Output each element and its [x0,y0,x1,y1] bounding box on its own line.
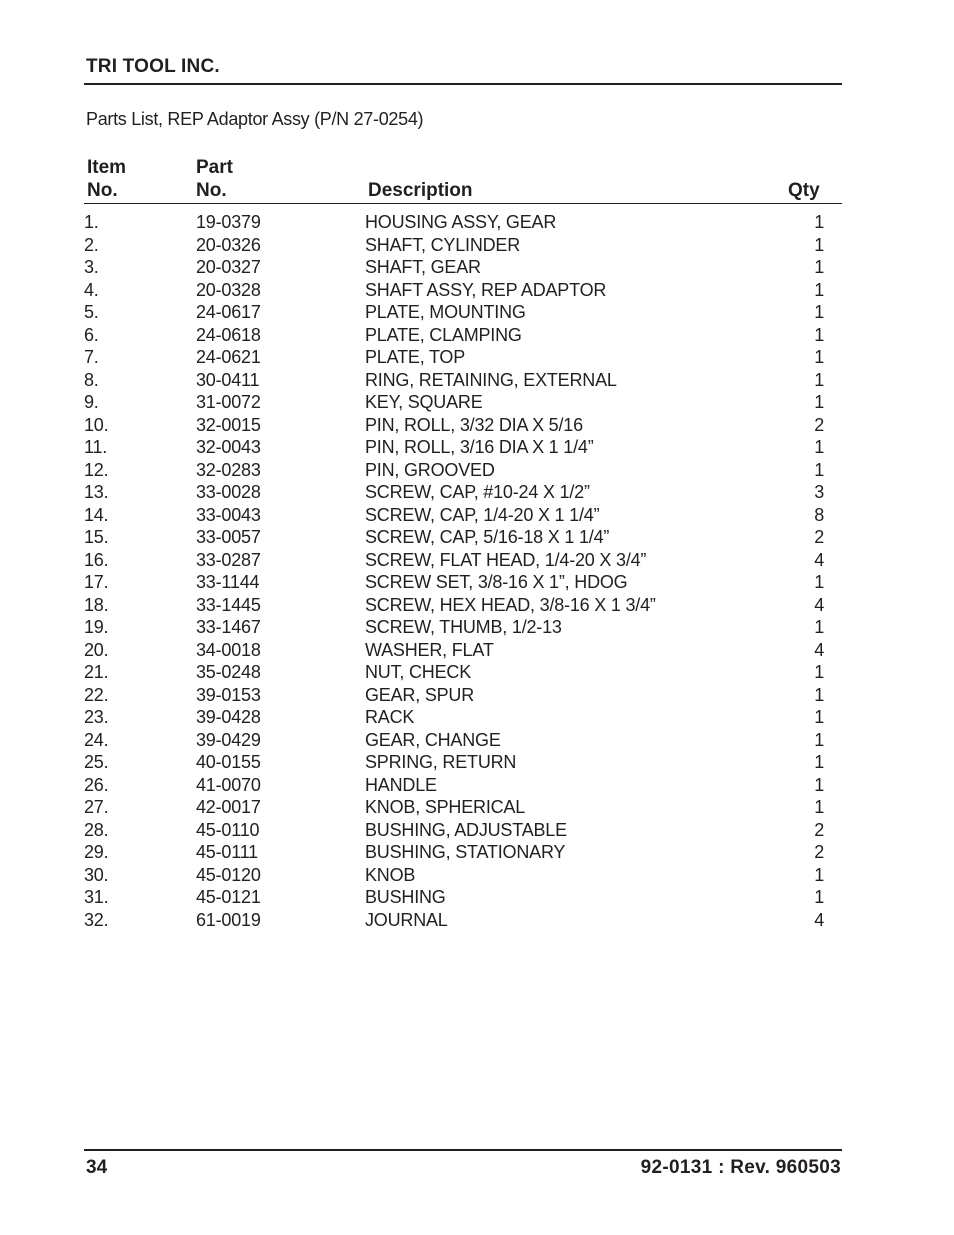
part-description: GEAR, SPUR [365,684,475,705]
part-number: 20-0326 [196,234,261,255]
part-number: 33-0057 [196,527,261,547]
item-number: 5. [84,302,99,322]
part-number: 31-0072 [196,392,261,412]
table-row [0,751,954,774]
part-quantity: 1 [814,617,824,637]
item-number: 7. [84,347,99,367]
part-number: 45-0111 [196,842,258,862]
part-description: RING, RETAINING, EXTERNAL [365,369,617,390]
part-number: 39-0153 [196,684,261,705]
table-row [0,841,954,864]
item-number: 29. [84,842,109,862]
table-row [0,819,954,842]
part-quantity: 4 [814,639,824,660]
column-header-item-line2: No. [87,180,118,201]
table-row [0,346,954,369]
item-number: 3. [84,257,99,277]
item-number: 8. [84,369,99,390]
part-number: 24-0617 [196,302,261,322]
part-quantity: 8 [814,504,824,525]
item-number: 12. [84,459,109,480]
part-number: 19-0379 [196,212,261,232]
part-number: 30-0411 [196,369,260,390]
table-row [0,459,954,482]
part-description: SCREW, THUMB, 1/2-13 [365,617,562,637]
part-number: 45-0121 [196,887,261,907]
parts-list-title: Parts List, REP Adaptor Assy (P/N 27-0254) [86,109,424,129]
part-description: PLATE, MOUNTING [365,302,526,322]
company-name: TRI TOOL INC. [86,56,220,77]
table-row [0,324,954,347]
table-row [0,369,954,392]
table-row [0,639,954,662]
table-row [0,706,954,729]
column-header-item-line1: Item [87,157,127,178]
table-row [0,571,954,594]
footer-rule [84,1149,842,1151]
table-row [0,909,954,932]
column-header-item [87,156,126,202]
item-number: 27. [84,797,109,817]
part-description: PIN, ROLL, 3/32 DIA X 5/16 [365,414,583,435]
part-quantity: 1 [814,234,824,255]
item-number: 28. [84,819,109,840]
part-description: BUSHING, ADJUSTABLE [365,819,567,840]
item-number: 31. [84,887,109,907]
column-header-part-line2: No. [196,180,227,201]
table-row [0,864,954,887]
part-number: 24-0621 [196,347,261,367]
part-number: 33-0287 [196,549,261,570]
table-row [0,549,954,572]
part-quantity: 2 [814,819,824,840]
column-header-part-line1: Part [196,157,233,178]
part-quantity: 1 [814,729,824,750]
part-quantity: 1 [814,369,824,390]
part-quantity: 4 [814,909,824,930]
part-number: 33-0043 [196,504,261,525]
item-number: 18. [84,594,109,615]
item-number: 17. [84,572,109,592]
part-description: SPRING, RETURN [365,752,517,772]
item-number: 25. [84,752,109,772]
part-number: 32-0043 [196,437,261,457]
part-quantity: 1 [814,864,824,885]
item-number: 15. [84,527,109,547]
part-number: 33-1144 [196,572,260,592]
part-description: KNOB [365,864,416,885]
table-row [0,684,954,707]
part-description: SCREW, FLAT HEAD, 1/4-20 X 3/4” [365,549,647,570]
part-quantity: 1 [814,392,824,412]
part-number: 45-0110 [196,819,260,840]
table-row [0,436,954,459]
part-quantity: 1 [814,662,824,682]
part-quantity: 1 [814,774,824,795]
part-description: SCREW, CAP, 1/4-20 X 1 1/4” [365,504,600,525]
table-row [0,594,954,617]
part-description: WASHER, FLAT [365,639,494,660]
item-number: 20. [84,639,109,660]
part-quantity: 1 [814,324,824,345]
item-number: 14. [84,504,109,525]
part-quantity: 1 [814,707,824,727]
part-quantity: 1 [814,459,824,480]
table-row [0,526,954,549]
part-description: SHAFT, CYLINDER [365,234,521,255]
part-description: SCREW, CAP, 5/16-18 X 1 1/4” [365,527,610,547]
part-quantity: 2 [814,842,824,862]
part-quantity: 1 [814,347,824,367]
part-quantity: 1 [814,257,824,277]
part-quantity: 1 [814,887,824,907]
part-number: 20-0327 [196,257,261,277]
part-quantity: 3 [814,482,824,502]
item-number: 30. [84,864,109,885]
item-number: 13. [84,482,109,502]
table-row [0,279,954,302]
table-row [0,301,954,324]
page-number: 34 [86,1157,108,1178]
part-description: SCREW SET, 3/8-16 X 1”, HDOG [365,572,628,592]
header-rule [84,83,842,85]
item-number: 23. [84,707,109,727]
part-number: 45-0120 [196,864,261,885]
part-number: 32-0015 [196,414,261,435]
item-number: 9. [84,392,99,412]
part-description: HOUSING ASSY, GEAR [365,212,557,232]
table-row [0,414,954,437]
part-number: 35-0248 [196,662,261,682]
part-description: SCREW, HEX HEAD, 3/8-16 X 1 3/4” [365,594,656,615]
part-number: 41-0070 [196,774,261,795]
part-description: RACK [365,707,415,727]
item-number: 4. [84,279,99,300]
part-quantity: 1 [814,279,824,300]
part-number: 39-0428 [196,707,261,727]
parts-table [0,211,954,931]
table-row [0,391,954,414]
item-number: 21. [84,662,109,682]
part-number: 20-0328 [196,279,261,300]
item-number: 16. [84,549,109,570]
part-description: GEAR, CHANGE [365,729,501,750]
item-number: 19. [84,617,109,637]
part-description: PIN, ROLL, 3/16 DIA X 1 1/4” [365,437,594,457]
table-row [0,481,954,504]
table-row [0,616,954,639]
item-number: 6. [84,324,99,345]
part-number: 61-0019 [196,909,261,930]
table-row [0,886,954,909]
part-description: SHAFT ASSY, REP ADAPTOR [365,279,607,300]
table-row [0,211,954,234]
part-quantity: 1 [814,572,824,592]
part-quantity: 2 [814,527,824,547]
table-row [0,774,954,797]
document-revision: 92-0131 : Rev. 960503 [640,1157,841,1178]
part-description: PLATE, TOP [365,347,466,367]
table-row [0,661,954,684]
part-number: 33-1445 [196,594,261,615]
part-number: 39-0429 [196,729,261,750]
column-header-part [196,156,233,202]
table-row [0,234,954,257]
part-number: 33-0028 [196,482,261,502]
column-header-qty: Qty [788,180,820,201]
part-quantity: 2 [814,414,824,435]
part-quantity: 4 [814,594,824,615]
part-description: NUT, CHECK [365,662,472,682]
part-quantity: 1 [814,437,824,457]
item-number: 1. [84,212,99,232]
item-number: 32. [84,909,109,930]
table-row [0,796,954,819]
item-number: 11. [84,437,108,457]
item-number: 2. [84,234,99,255]
part-quantity: 1 [814,797,824,817]
part-number: 32-0283 [196,459,261,480]
part-description: HANDLE [365,774,437,795]
part-number: 33-1467 [196,617,261,637]
part-description: SCREW, CAP, #10-24 X 1/2” [365,482,590,502]
part-description: BUSHING [365,887,446,907]
part-number: 24-0618 [196,324,261,345]
part-number: 40-0155 [196,752,261,772]
table-row [0,504,954,527]
table-header-rule [84,203,842,204]
table-row [0,729,954,752]
part-description: BUSHING, STATIONARY [365,842,566,862]
part-quantity: 4 [814,549,824,570]
part-description: KEY, SQUARE [365,392,483,412]
part-quantity: 1 [814,302,824,322]
part-quantity: 1 [814,752,824,772]
part-description: JOURNAL [365,909,448,930]
part-number: 34-0018 [196,639,261,660]
part-description: PLATE, CLAMPING [365,324,522,345]
part-description: SHAFT, GEAR [365,257,481,277]
part-number: 42-0017 [196,797,261,817]
part-description: KNOB, SPHERICAL [365,797,526,817]
item-number: 24. [84,729,109,750]
item-number: 26. [84,774,109,795]
column-header-description: Description [368,180,473,201]
table-row [0,256,954,279]
part-quantity: 1 [814,212,824,232]
item-number: 10. [84,414,109,435]
part-description: PIN, GROOVED [365,459,495,480]
item-number: 22. [84,684,109,705]
part-quantity: 1 [814,684,824,705]
